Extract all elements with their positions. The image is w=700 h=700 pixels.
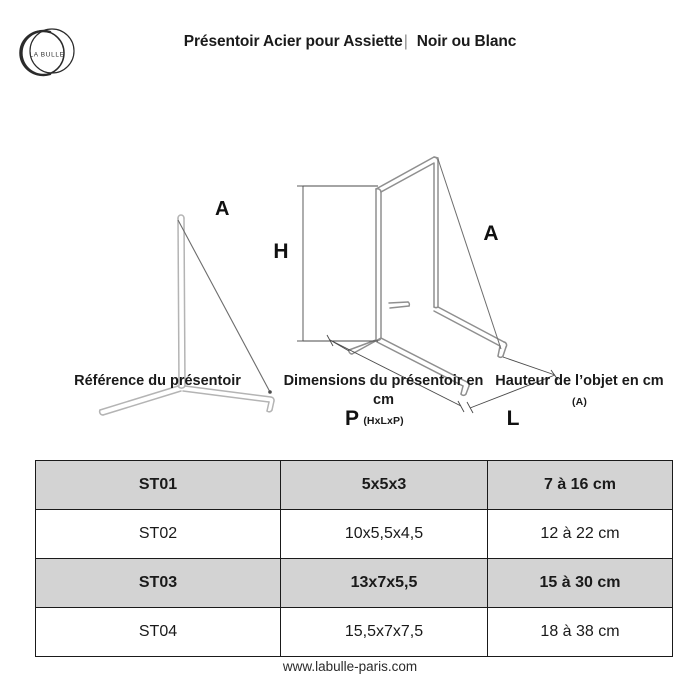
column-heading-dimensions-sub: (HxLxP) [363,415,404,428]
dimension-line-H [297,186,378,341]
main-view-drawing [349,157,507,395]
column-heading-dimensions-title: Dimensions du présentoir en cm [283,373,484,409]
footer-website-url[interactable]: www.labulle-paris.com [282,659,418,674]
cell-dimensions: 5x5x3 [281,461,488,510]
dimension-label-P: P [344,407,360,430]
specifications-table [35,460,673,657]
page-title [0,33,700,51]
page-title-main: Présentoir Acier pour Assiette [183,33,403,50]
column-heading-object-height-title: Hauteur de l’objet en cm [495,373,664,389]
table-row[interactable] [36,559,673,608]
page-title-separator: | [403,33,408,50]
dimension-line-A [438,159,501,349]
dimension-label-A-main: A [483,222,499,245]
column-heading-reference [35,372,280,391]
column-heading-object-height [487,372,672,410]
logo-text: LA BULLE [29,51,65,59]
table-row[interactable] [36,461,673,510]
cell-reference: ST02 [36,510,281,559]
cell-dimensions: 13x7x5,5 [281,559,488,608]
cell-reference: ST03 [36,559,281,608]
table-row[interactable] [36,608,673,657]
column-heading-reference-title: Référence du présentoir [74,373,241,389]
page-title-variant: Noir ou Blanc [416,33,517,50]
cell-object-height: 18 à 38 cm [488,608,673,657]
cell-reference: ST04 [36,608,281,657]
table-column-headings [35,372,672,452]
specifications-table-body [36,461,673,657]
column-heading-dimensions [280,372,487,429]
table-row[interactable] [36,510,673,559]
column-heading-object-height-sub: (A) [572,396,587,409]
cell-dimensions: 15,5x7x7,5 [281,608,488,657]
cell-reference: ST01 [36,461,281,510]
side-view-label-A: A [215,198,230,220]
side-view-dimension-A [178,220,272,394]
dimension-label-L: L [506,407,520,430]
cell-object-height: 7 à 16 cm [488,461,673,510]
cell-dimensions: 10x5,5x4,5 [281,510,488,559]
cell-object-height: 12 à 22 cm [488,510,673,559]
dimension-label-H: H [273,240,289,263]
cell-object-height: 15 à 30 cm [488,559,673,608]
